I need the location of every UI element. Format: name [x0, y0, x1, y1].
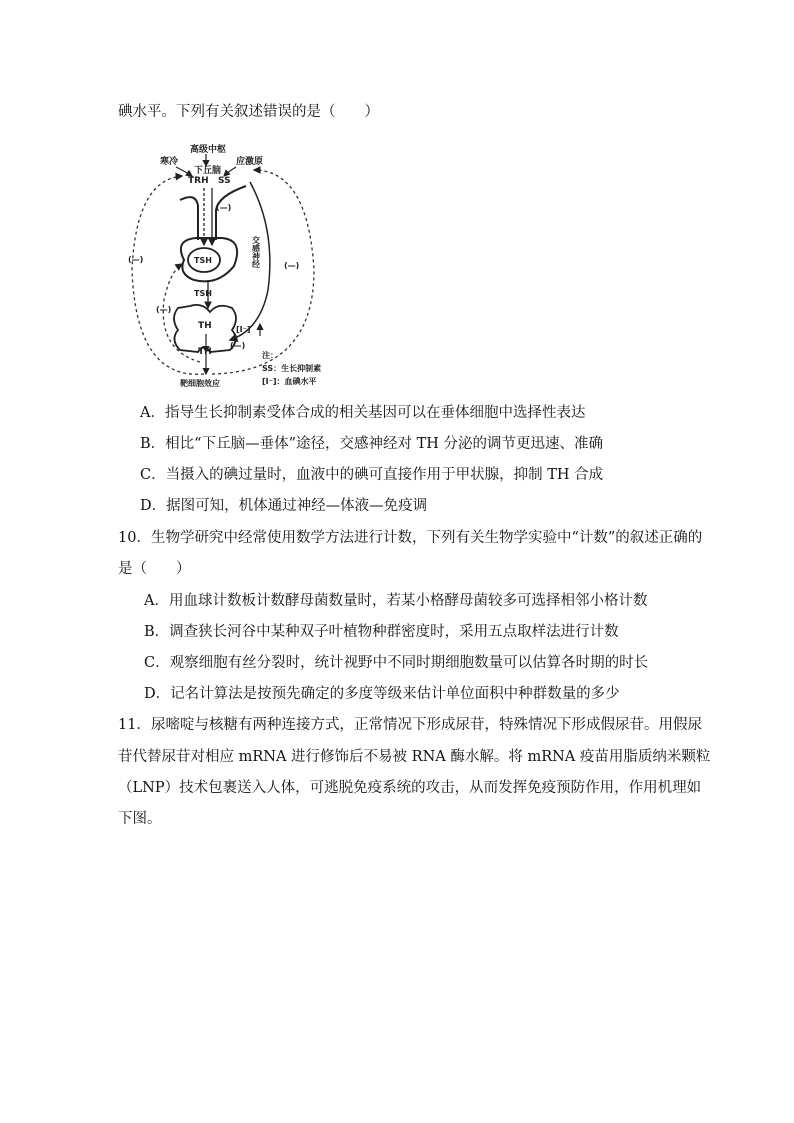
label-nerve: 交感神经 [251, 236, 261, 268]
label-hypothalamus: 下丘脑 [194, 166, 222, 176]
q11-line4: 下图。 [118, 811, 162, 827]
label-note-i: [I⁻]：血碘水平 [262, 377, 317, 386]
q10-option-a: A．用血球计数板计数酵母菌数量时，若某小格酵母菌较多可选择相邻小格计数 [144, 593, 648, 609]
q11-line1: 11．尿嘧啶与核糖有两种连接方式，正常情况下形成尿苷，特殊情况下形成假尿苷。用假尿 [118, 717, 702, 733]
q10-option-c: C．观察细胞有丝分裂时，统计视野中不同时期细胞数量可以估算各时期的时长 [144, 655, 649, 671]
label-trh: TRH [188, 176, 209, 186]
label-stress: 应激原 [236, 157, 264, 167]
q9-option-a: A．指导生长抑制素受体合成的相关基因可以在垂体细胞中选择性表达 [140, 405, 586, 421]
thyroid-regulation-diagram [118, 140, 340, 392]
q10-stem-line1: 10．生物学研究中经常使用数学方法进行计数，下列有关生物学实验中“计数”的叙述正确的 [118, 530, 703, 546]
label-minus-small: (—) [216, 203, 232, 212]
label-minus-pit: (—) [156, 305, 172, 314]
label-minus-left: (—) [128, 255, 144, 264]
q10-option-b: B．调查狭长河谷中某种双子叶植物种群密度时，采用五点取样法进行计数 [144, 624, 619, 640]
label-th: TH [198, 347, 212, 357]
q9-option-c: C．当摄入的碘过量时，血液中的碘可直接作用于甲状腺，抑制 TH 合成 [140, 467, 604, 483]
label-cold: 寒冷 [160, 157, 179, 167]
label-minus-right: (—) [284, 261, 300, 270]
label-tsh-cell: TSH [194, 256, 212, 265]
q9-option-d: D．据图可知，机体通过神经—体液—免疫调 [140, 498, 428, 514]
q11-line3: （LNP）技术包裹送入人体，可逃脱免疫系统的攻击，从而发挥免疫预防作用，作用机理如 [118, 780, 702, 796]
q9-option-b: B．相比“下丘脑—垂体”途径，交感神经对 TH 分泌的调节更迅速、准确 [140, 436, 604, 452]
label-target: 靶细胞效应 [180, 379, 220, 388]
label-ss: SS [218, 176, 231, 186]
q11-line2: 苷代替尿苷对相应 mRNA 进行修饰后不易被 RNA 酶水解。将 mRNA 疫苗用脂质纳米颗粒 [118, 749, 711, 765]
q10-option-d: D．记名计算法是按预先确定的多度等级来估计单位面积中种群数量的多少 [144, 686, 620, 702]
label-note-title: 注： [262, 351, 278, 360]
q10-stem-line2: 是（ ） [118, 561, 191, 577]
intro-line: 碘水平。下列有关叙述错误的是（ ） [118, 104, 379, 120]
label-note-ss: SS：生长抑制素 [262, 364, 322, 373]
label-top-center: 高级中枢 [190, 145, 227, 155]
label-tsh: TSH [194, 289, 212, 298]
label-iodine-mark: [I⁻] [236, 325, 251, 334]
label-minus-thy: (—) [230, 341, 246, 350]
label-th-gland: TH [198, 321, 212, 331]
